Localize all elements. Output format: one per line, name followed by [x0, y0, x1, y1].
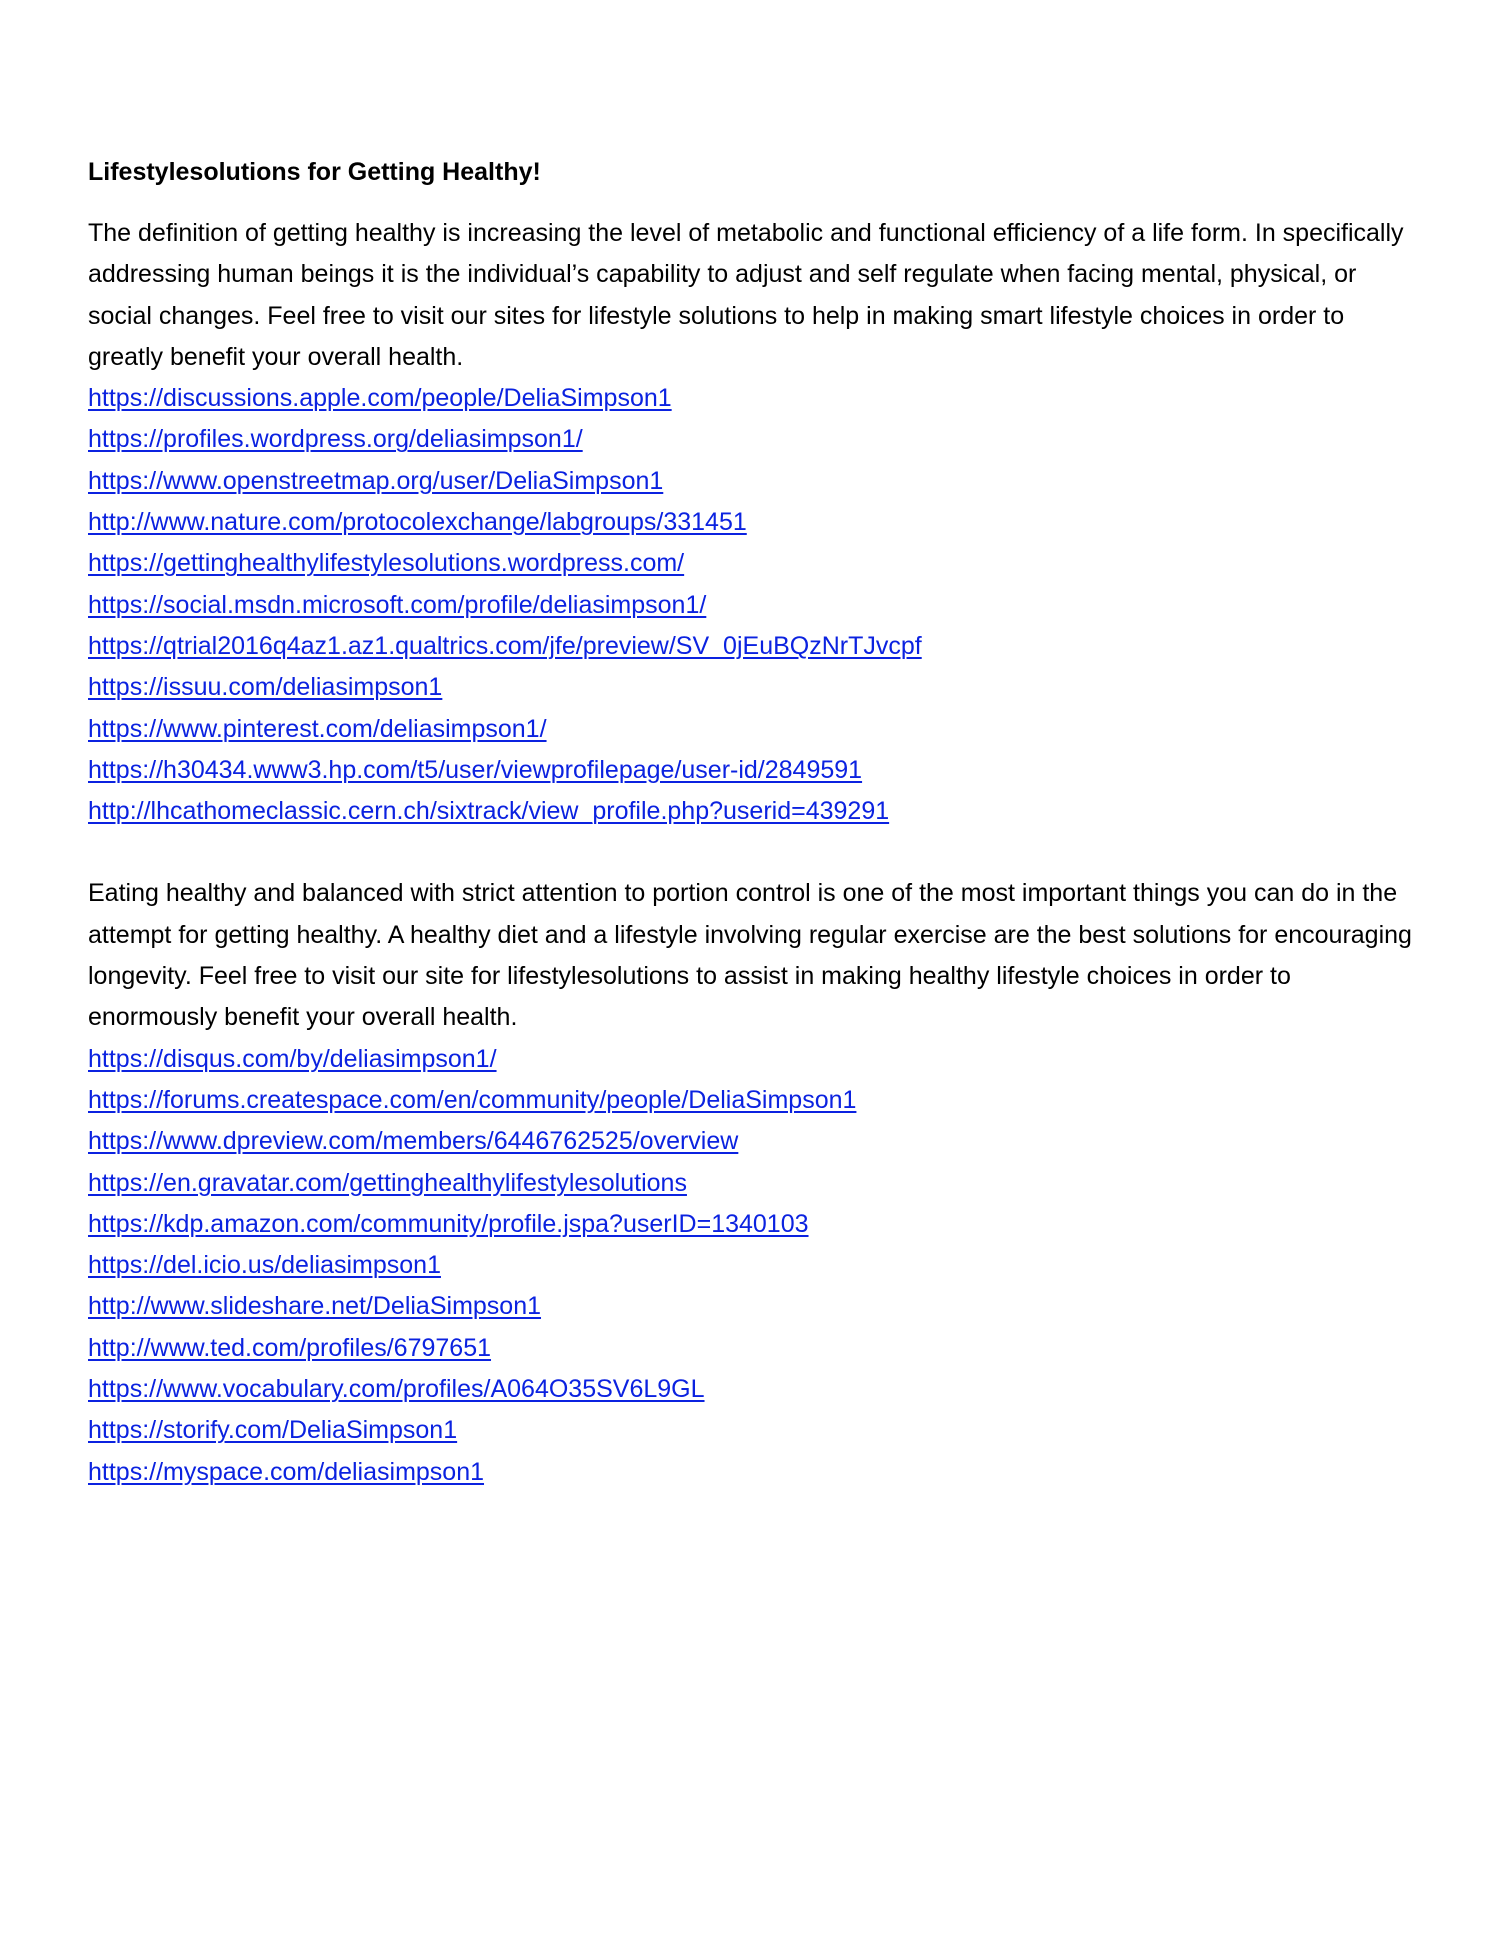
list-item — [88, 1121, 1418, 1162]
list-item — [88, 1410, 1418, 1451]
profile-link[interactable]: https://gettinghealthylifestylesolutions.wordpress.com/ — [88, 549, 685, 578]
profile-link[interactable]: https://myspace.com/deliasimpson1 — [88, 1457, 485, 1486]
list-item — [88, 1245, 1418, 1286]
profile-link[interactable]: https://www.dpreview.com/members/6446762525/overview — [88, 1127, 739, 1156]
profile-link[interactable]: https://www.pinterest.com/deliasimpson1/ — [88, 714, 547, 743]
profile-link[interactable]: https://kdp.amazon.com/community/profile.jspa?userID=1340103 — [88, 1209, 809, 1238]
profile-link[interactable]: https://del.icio.us/deliasimpson1 — [88, 1251, 441, 1280]
profile-link[interactable]: https://en.gravatar.com/gettinghealthylifestylesolutions — [88, 1168, 687, 1197]
profile-link[interactable]: https://www.openstreetmap.org/user/DeliaSimpson1 — [88, 466, 664, 495]
profile-link[interactable]: http://www.ted.com/profiles/6797651 — [88, 1333, 492, 1362]
list-item — [88, 667, 1418, 708]
list-item — [88, 791, 1418, 832]
list-item — [88, 461, 1418, 502]
list-item — [88, 1369, 1418, 1410]
profile-link[interactable]: https://www.vocabulary.com/profiles/A064O35SV6L9GL — [88, 1375, 705, 1404]
list-item — [88, 419, 1418, 460]
profile-link[interactable]: http://www.nature.com/protocolexchange/labgroups/331451 — [88, 508, 747, 537]
list-item — [88, 1163, 1418, 1204]
link-list-2 — [88, 1039, 1418, 1493]
list-item — [88, 585, 1418, 626]
list-item — [88, 709, 1418, 750]
profile-link[interactable]: https://discussions.apple.com/people/DeliaSimpson1 — [88, 384, 672, 413]
list-item — [88, 1286, 1418, 1327]
list-item — [88, 1080, 1418, 1121]
profile-link[interactable]: https://h30434.www3.hp.com/t5/user/viewprofilepage/user-id/2849591 — [88, 755, 863, 784]
profile-link[interactable]: http://lhcathomeclassic.cern.ch/sixtrack/view_profile.php?userid=439291 — [88, 797, 890, 826]
document-title: Lifestylesolutions for Getting Healthy! — [88, 158, 541, 186]
profile-link[interactable]: https://qtrial2016q4az1.az1.qualtrics.com/jfe/preview/SV_0jEuBQzNrTJvcpf — [88, 631, 922, 660]
intro-paragraph: The definition of getting healthy is increasing the level of metabolic and functional efficiency of a life form. In specifically addressing human beings it is the individual’s capability to adjust and self regulate when facing mental, physical, or social changes. Feel free to visit our sites for lifestyle solutions to help in making smart lifestyle choices in order to greatly benefit your overall health. — [88, 219, 1404, 371]
profile-link[interactable]: https://forums.createspace.com/en/community/people/DeliaSimpson1 — [88, 1085, 857, 1114]
profile-link[interactable]: https://storify.com/DeliaSimpson1 — [88, 1416, 458, 1445]
list-item — [88, 750, 1418, 791]
second-paragraph: Eating healthy and balanced with strict attention to portion control is one of the most important things you can do in the attempt for getting healthy. A healthy diet and a lifestyle involving regular exercise are the best solutions for encouraging longevity. Feel free to visit our site for lifestylesolutions to assist in making healthy lifestyle choices in order to enormously benefit your overall health. — [88, 879, 1412, 1032]
link-list-1 — [88, 378, 1418, 832]
profile-link[interactable]: https://disqus.com/by/deliasimpson1/ — [88, 1044, 497, 1073]
list-item — [88, 543, 1418, 584]
profile-link[interactable]: https://profiles.wordpress.org/deliasimpson1/ — [88, 425, 583, 454]
list-item — [88, 1204, 1418, 1245]
list-item — [88, 626, 1418, 667]
list-item — [88, 378, 1418, 419]
list-item — [88, 1328, 1418, 1369]
list-item — [88, 1039, 1418, 1080]
profile-link[interactable]: https://issuu.com/deliasimpson1 — [88, 673, 443, 702]
profile-link[interactable]: http://www.slideshare.net/DeliaSimpson1 — [88, 1292, 542, 1321]
profile-link[interactable]: https://social.msdn.microsoft.com/profile/deliasimpson1/ — [88, 590, 707, 619]
list-item — [88, 502, 1418, 543]
document-page — [88, 152, 1418, 1493]
list-item — [88, 1452, 1418, 1493]
